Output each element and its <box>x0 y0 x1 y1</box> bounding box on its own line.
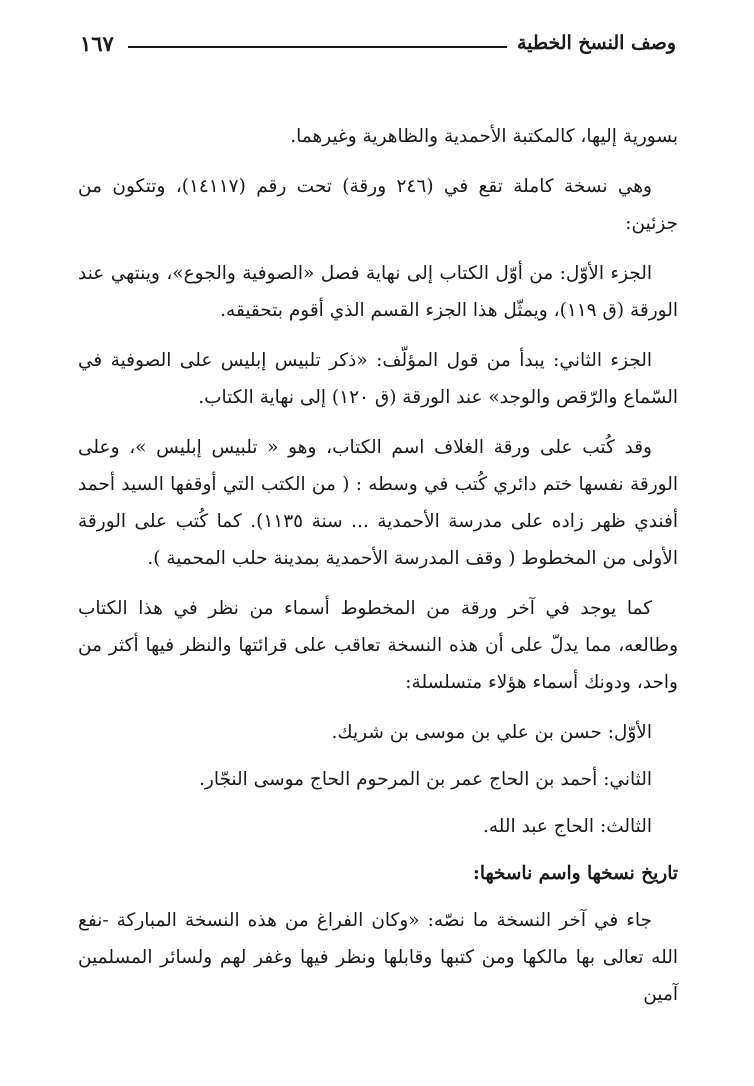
page-number: ١٦٧ <box>80 30 114 56</box>
running-header <box>80 26 676 60</box>
reader-item: الثاني: أحمد بن الحاج عمر بن المرحوم الحاج موسى النجّار. <box>199 769 652 790</box>
paragraph-continuation: بسورية إليها، كالمكتبة الأحمدية والظاهرية وغيرهما. <box>290 126 678 147</box>
reader-item: الأوّل: حسن بن علي بن موسى بن شريك. <box>331 722 652 743</box>
paragraph-part-one: الجزء الأوّل: من أوّل الكتاب إلى نهاية فصل «الصوفية والجوع»، وينتهي عند الورقة (ق ١١٩)، ويمثّل هذا الجزء القسم الذي أقوم بتحقيقه. <box>78 263 678 321</box>
reader-item: الثالث: الحاج عبد الله. <box>482 816 652 837</box>
section-subheading: تاريخ نسخها واسم ناسخها: <box>473 863 678 884</box>
body-text <box>78 118 678 1026</box>
paragraph-part-two: الجزء الثاني: يبدأ من قول المؤلّف: «ذكر تلبيس إبليس على الصوفية في السّماع والرّقص والوجد» عند الورقة (ق ١٢٠) إلى نهاية الكتاب. <box>78 350 678 408</box>
header-title: وصف النسخ الخطية <box>516 32 676 54</box>
paragraph-colophon: جاء في آخر النسخة ما نصّه: «وكان الفراغ من هذه النسخة المباركة -نفع الله تعالى بها مالكها ومن كتبها وقابلها ونظر فيها وغفر لهم ولسائر المسلمين آمين <box>78 910 678 1005</box>
paragraph-readers-intro: كما يوجد في آخر ورقة من المخطوط أسماء من نظر في هذا الكتاب وطالعه، مما يدلّ على أن هذه النسخة تعاقب على قرائتها والنظر فيها أكثر من واحد، ودونك أسماء هؤلاء متسلسلة: <box>78 598 678 693</box>
paragraph-cover-page: وقد كُتب على ورقة الغلاف اسم الكتاب، وهو « تلبيس إبليس »، وعلى الورقة نفسها ختم دائري كُتب في وسطه : ( من الكتب التي أوقفها السيد أحمد أفندي ظهر زاده على مدرسة الأحمدية ... سنة ١١٣٥). كما كُتب على الورقة الأولى من المخطوط ( وقف المدرسة الأحمدية بمدينة حلب المحمية ). <box>78 437 678 569</box>
paragraph-manuscript-description: وهي نسخة كاملة تقع في (٢٤٦ ورقة) تحت رقم (١٤١١٧)، وتتكون من جزئين: <box>78 176 678 234</box>
header-rule <box>128 46 507 48</box>
